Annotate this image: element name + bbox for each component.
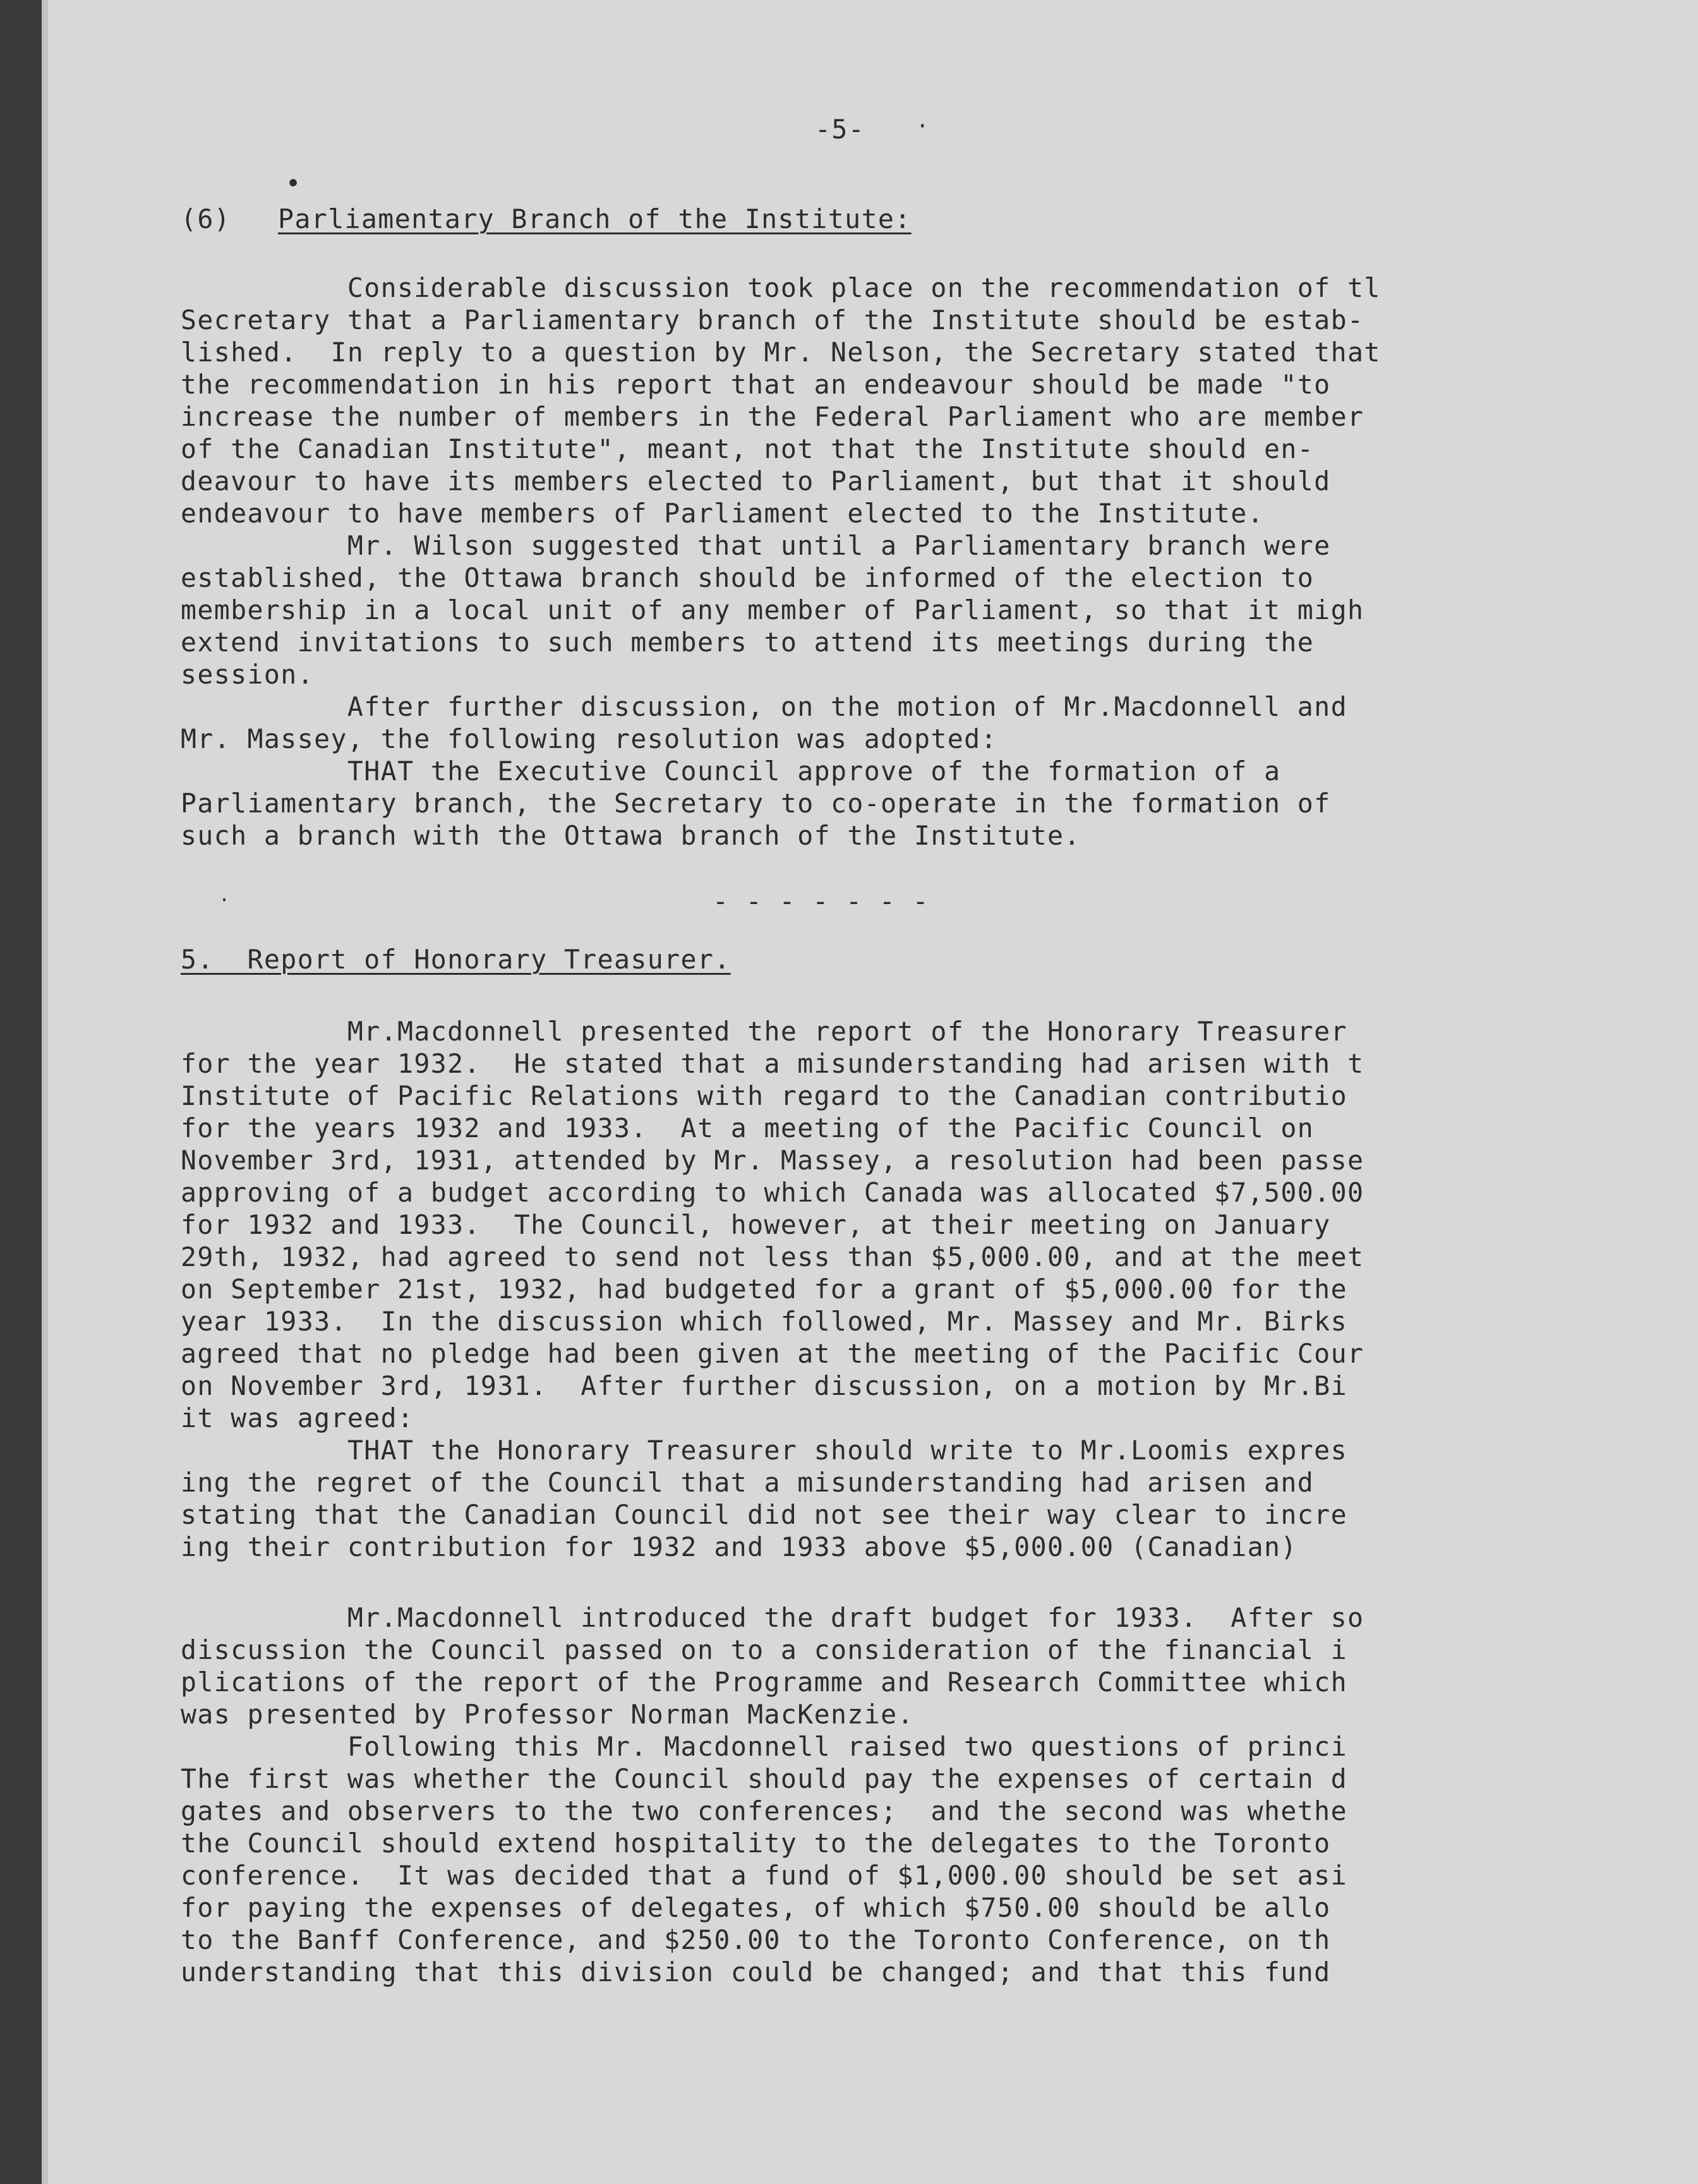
body-line: THAT the Honorary Treasurer should write to Mr.Loomis expres [181, 1435, 1347, 1466]
margin-dot: · [916, 114, 929, 139]
body-line: for the year 1932. He stated that a misunderstanding had arisen with t [181, 1048, 1364, 1079]
body-line: it was agreed: [181, 1403, 414, 1433]
body-line: Mr.Macdonnell introduced the draft budget for 1933. After so [181, 1602, 1364, 1633]
body-line: increase the number of members in the Federal Parliament who are member [181, 401, 1364, 432]
section-5-heading: 5. Report of Honorary Treasurer. [181, 944, 731, 975]
body-line: year 1933. In the discussion which followed, Mr. Massey and Mr. Birks [181, 1306, 1347, 1337]
body-line: 29th, 1932, had agreed to send not less than $5,000.00, and at the meet [181, 1241, 1364, 1272]
body-line: Secretary that a Parliamentary branch of the Institute should be estab- [181, 305, 1364, 335]
section-separator: - - - - - - - [713, 886, 930, 917]
body-line: lished. In reply to a question by Mr. Nelson, the Secretary stated that [181, 337, 1381, 368]
body-line: for 1932 and 1933. The Council, however, at their meeting on January [181, 1209, 1331, 1240]
body-line: Following this Mr. Macdonnell raised two questions of princi [181, 1731, 1347, 1762]
body-line: gates and observers to the two conferences; and the second was whethe [181, 1795, 1347, 1826]
section-6-heading: Parliamentary Branch of the Institute: [278, 203, 912, 234]
body-line: After further discussion, on the motion of Mr.Macdonnell and [181, 691, 1347, 722]
section-6-number: (6) [181, 203, 231, 234]
body-line: approving of a budget according to which Canada was allocated $7,500.00 [181, 1177, 1364, 1208]
body-line: THAT the Executive Council approve of the formation of a [181, 756, 1281, 787]
body-line: Institute of Pacific Relations with regard to the Canadian contributio [181, 1080, 1347, 1111]
body-line: for paying the expenses of delegates, of which $750.00 should be allo [181, 1892, 1331, 1923]
body-line: Considerable discussion took place on the recommendation of tl [181, 272, 1381, 303]
body-line: discussion the Council passed on to a consideration of the financial i [181, 1634, 1347, 1665]
body-line: Parliamentary branch, the Secretary to co-operate in the formation of [181, 788, 1331, 819]
body-line: The first was whether the Council should pay the expenses of certain d [181, 1763, 1347, 1794]
body-line: on September 21st, 1932, had budgeted for a grant of $5,000.00 for the [181, 1274, 1347, 1305]
body-line: Mr. Massey, the following resolution was adopted: [181, 723, 997, 754]
body-line: agreed that no pledge had been given at the meeting of the Pacific Cour [181, 1338, 1364, 1369]
body-line: membership in a local unit of any member of Parliament, so that it migh [181, 594, 1364, 625]
ink-mark: • [286, 169, 301, 198]
body-line: was presented by Professor Norman MacKenzie. [181, 1699, 914, 1730]
body-line: established, the Ottawa branch should be informed of the election to [181, 562, 1315, 593]
body-line: deavour to have its members elected to Parliament, but that it should [181, 466, 1331, 497]
body-line: the recommendation in his report that an endeavour should be made "to [181, 369, 1331, 400]
body-line: for the years 1932 and 1933. At a meeting of the Pacific Council on [181, 1113, 1315, 1143]
body-line: of the Canadian Institute", meant, not that the Institute should en- [181, 433, 1315, 464]
body-line: ing their contribution for 1932 and 1933 above $5,000.00 (Canadian) [181, 1531, 1298, 1562]
body-line: session. [181, 659, 315, 690]
body-line: extend invitations to such members to attend its meetings during the [181, 627, 1315, 658]
body-line: conference. It was decided that a fund of $1,000.00 should be set asi [181, 1860, 1347, 1891]
body-line: stating that the Canadian Council did not see their way clear to incre [181, 1499, 1347, 1530]
body-line: on November 3rd, 1931. After further discussion, on a motion by Mr.Bi [181, 1370, 1347, 1401]
body-line: such a branch with the Ottawa branch of the Institute. [181, 820, 1081, 851]
body-line: the Council should extend hospitality to the delegates to the Toronto [181, 1828, 1331, 1859]
margin-dot: · [219, 890, 231, 912]
page-number: -5- [815, 114, 865, 145]
body-line: understanding that this division could be changed; and that this fund [181, 1957, 1331, 1988]
body-line: endeavour to have members of Parliament elected to the Institute. [181, 498, 1265, 529]
section-6-body [42, 0, 1698, 851]
body-line: Mr.Macdonnell presented the report of the Honorary Treasurer [181, 1016, 1347, 1047]
body-line: to the Banff Conference, and $250.00 to the Toronto Conference, on th [181, 1924, 1331, 1955]
document-page [42, 0, 1698, 2184]
body-line: Mr. Wilson suggested that until a Parliamentary branch were [181, 530, 1331, 561]
body-line: plications of the report of the Programme and Research Committee which [181, 1667, 1347, 1698]
body-line: November 3rd, 1931, attended by Mr. Massey, a resolution had been passe [181, 1145, 1364, 1176]
body-line: ing the regret of the Council that a misunderstanding had arisen and [181, 1467, 1315, 1498]
